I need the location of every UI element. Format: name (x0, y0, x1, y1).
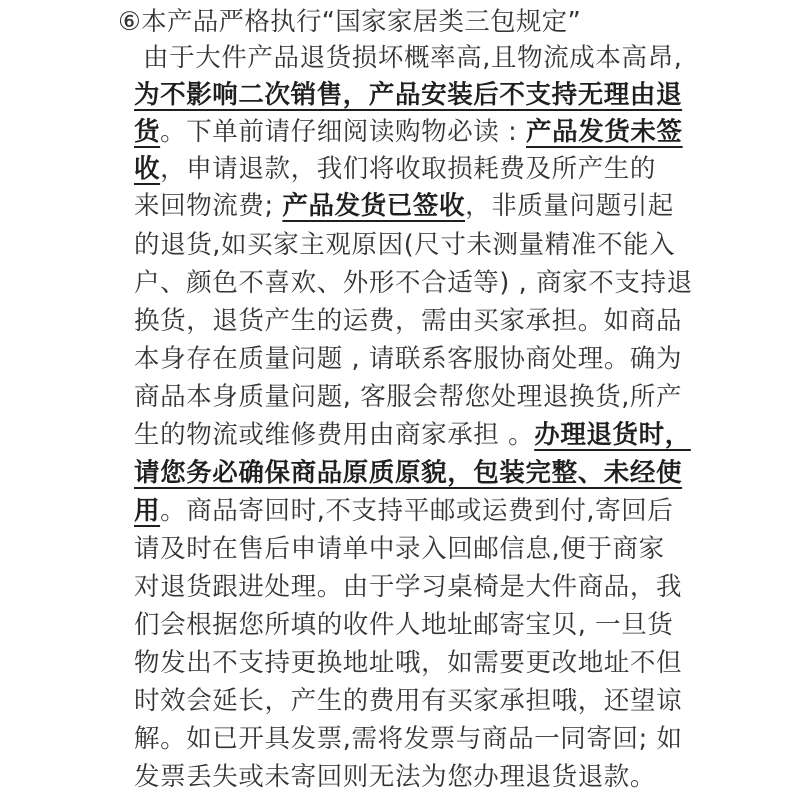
policy-line (134, 303, 682, 339)
policy-line (134, 227, 675, 263)
body-text: 换货，退货产生的运费，需由买家承担。如商品 (134, 306, 683, 336)
body-text: 商品本身质量问题, 客服会帮您处理退换货,所产 (134, 382, 683, 412)
body-text: 的退货,如买家主观原因(尺寸未测量精准不能入 (134, 230, 676, 260)
emphasized-text: 货 (134, 117, 161, 147)
policy-line (134, 531, 665, 567)
policy-line (134, 455, 682, 491)
emphasized-text: 办理退货时， (534, 420, 691, 450)
body-text: 物发出不支持更换地址哦，如需要更改地址不但 (134, 648, 683, 678)
body-text: 。下单前请仔细阅读购物必读 : (160, 117, 527, 147)
emphasized-text: 产品发货已签收 (282, 191, 466, 221)
body-text: 来回物流费; (134, 191, 283, 221)
policy-line (134, 114, 683, 150)
emphasized-text: 用 (134, 496, 161, 526)
policy-line (134, 607, 673, 643)
policy-line (134, 683, 682, 719)
policy-heading: ⑥本产品严格执行“国家家居类三包规定” (118, 7, 581, 37)
policy-line (134, 569, 682, 605)
body-text: 由于大件产品退货损坏概率高,且物流成本高昂, (143, 43, 683, 73)
policy-line (134, 645, 682, 681)
policy-line (134, 265, 693, 301)
policy-line (134, 151, 656, 187)
policy-line (134, 759, 656, 795)
policy-line (143, 40, 682, 76)
policy-line (134, 417, 691, 453)
policy-line (134, 379, 682, 415)
body-text: ，非质量问题引起 (465, 191, 674, 221)
body-text: 发票丢失或未寄回则无法为您办理退货退款。 (134, 762, 657, 792)
emphasized-text: 请您务必确保商品原质原貌，包装完整、未经使 (134, 458, 683, 488)
policy-line (134, 493, 673, 529)
emphasized-text: 产品发货未签 (526, 117, 683, 147)
body-text: 。商品寄回时,不支持平邮或运费到付,寄回后 (160, 496, 674, 526)
body-text: 请及时在售后申请单中录入回邮信息,便于商家 (134, 534, 665, 564)
body-text: 对退货跟进处理。由于学习桌椅是大件商品，我 (134, 572, 683, 602)
body-text: 户、颜色不喜欢、外形不合适等) , 商家不支持退 (134, 268, 693, 298)
body-text: 解。如已开具发票,需将发票与商品一同寄回; 如 (134, 724, 683, 754)
body-text: 生的物流或维修费用由商家承担 。 (134, 420, 535, 450)
emphasized-text: 收 (134, 154, 161, 184)
policy-line (134, 721, 683, 757)
body-text: 本身存在质量问题 , 请联系客服协商处理。确为 (134, 344, 683, 374)
body-text: 们会根据您所填的收件人地址邮寄宝贝, 一旦货 (134, 610, 674, 640)
policy-line (134, 188, 674, 224)
policy-line (134, 77, 682, 113)
body-text: 时效会延长，产生的费用有买家承担哦，还望谅 (134, 686, 683, 716)
policy-line (134, 341, 682, 377)
emphasized-text: 为不影响二次销售，产品安装后不支持无理由退 (134, 80, 683, 110)
body-text: ，申请退款，我们将收取损耗费及所产生的 (160, 154, 657, 184)
